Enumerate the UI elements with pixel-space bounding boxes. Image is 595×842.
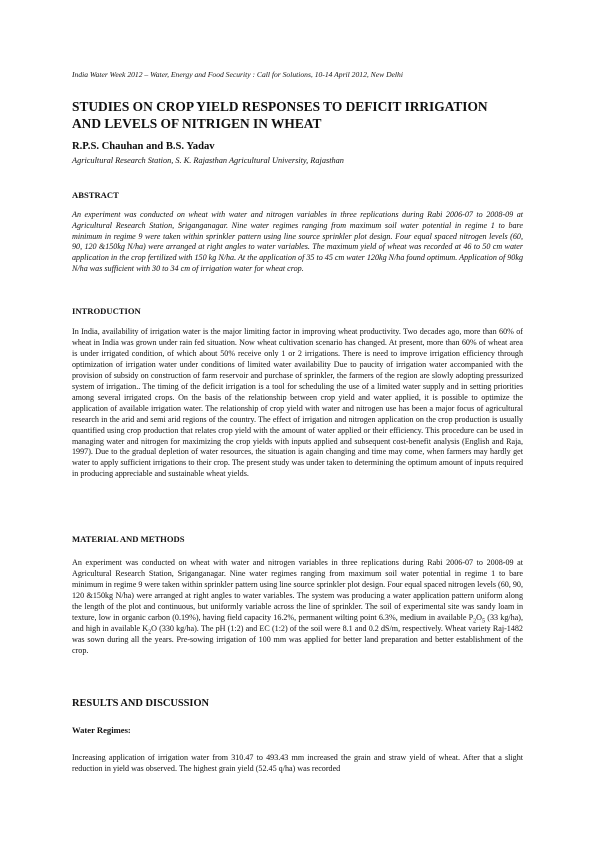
introduction-text: In India, availability of irrigation water is the major limiting factor in improving wheat productivity. Two decades ago, more than 60% of wheat in India was grown under rain fed situation. Now wheat cultivation scenario has changed. At present, more than 60% of wheat area is under irrigated condition, of which about 50% receive only 1 or 2 irrigations. There is need to improve irrigation efficiency through optimization of irrigation water under conditions of limited water availability Due to paucity of irrigation water accompanied with the provision of subsidy on construction of farm reservoir and purchase of sprinkler, the farmers of the region are slowly adopting pressurized system of irrigation.. The timing of the deficit irrigation is a tool for scheduling the use of a limited water supply and in setting priorities among several irrigated crops. On the basis of the relationship between crop yield and water applied, it is possible to optimize the application of available irrigation water. The relationship of crop yield with water and nitrogen use has been a major focus of agricultural research in the arid and semi arid regions of the country. The effect of irrigation and nitrogen application on the crop production is usually quantified using crop production that relates crop yield with the amount of water applied or their efficiency. This procedure can be used in managing water and nitrogen for maximizing the crop yields with inputs applied and subsequent cost-benefit analysis (English and Raja, 1997). Due to the gradual depletion of water resources, the situation is again changing and time may come, when farmers may hardly get water to apply sufficient irrigations to their crop. The present study was under taken to determining the optimum amount of inputs required in producing appreciable and sustainable wheat yields. [72, 327, 523, 479]
paper-affiliation: Agricultural Research Station, S. K. Rajasthan Agricultural University, Rajasthan [72, 156, 344, 165]
subscript-p5: 5 [482, 618, 486, 625]
paper-authors: R.P.S. Chauhan and B.S. Yadav [72, 141, 215, 152]
paper-title-line-1: STUDIES ON CROP YIELD RESPONSES TO DEFICIT IRRIGATION [72, 99, 488, 114]
results-heading: RESULTS AND DISCUSSION [72, 698, 210, 709]
results-text: Increasing application of irrigation water from 310.47 to 493.43 mm increased the grain and straw yield of wheat. After that a slight reduction in yield was observed. The highest grain yield (52.45 q/ha) was recorded [72, 753, 523, 773]
subscript-k2: 2 [148, 629, 152, 636]
methods-text-b: O [476, 612, 483, 622]
water-regimes-subheading: Water Regimes: [72, 725, 131, 735]
abstract-heading: ABSTRACT [72, 190, 119, 200]
running-head: India Water Week 2012 – Water, Energy and Food Security : Call for Solutions, 10-14 April 2012, New Delhi [72, 70, 403, 79]
paper-title [72, 98, 523, 132]
paper-title-line-2: AND LEVELS OF NITRIGEN IN WHEAT [72, 116, 322, 131]
introduction-heading: INTRODUCTION [72, 306, 141, 316]
methods-heading: MATERIAL AND METHODS [72, 534, 185, 544]
methods-text-d: O (330 kg/ha). The pH (1:2) and EC (1:2) of the soil were 8.1 and 0.2 dS/m, respectively. Wheat variety Raj-1482 was sown during all the years. Pre-sowing irrigation of 100 mm was applied for better land preparation and better establishment of the crop. [72, 623, 523, 655]
subscript-p2: 2 [473, 618, 477, 625]
methods-text-a: An experiment was conducted on wheat with water and nitrogen variables in three replications during Rabi 2006-07 to 2008-09 at Agricultural Research Station, Sriganganagar. Nine water regimes ranging from maximum soil water potential in regime 1 to bare minimum in regime 9 were taken within sprinkler pattern using line source sprinkler plot design. Four equal spaced nitrogen levels (60, 90, 120 &150kg N/ha) were arranged at right angles to water variables. The system was producing a water application pattern uniform along the length of the plot and continuous, but uniformly variable across the line of sprinkler. The soil of experimental site was sandy loam in texture, low in organic carbon (0.19%), having field capacity 16.2%, permanent wilting point 6.3%, medium in available P [72, 558, 523, 622]
methods-text [72, 558, 523, 657]
abstract-text: An experiment was conducted on wheat with water and nitrogen variables in three replications during Rabi 2006-07 to 2008-09 at Agricultural Research Station, Sriganganagar. Nine water regimes ranging from maximum soil water potential in regime 1 to bare minimum in regime 9 were taken within sprinkler pattern using line source sprinkler plot design. Four equal spaced nitrogen levels (60, 90, 120 &150kg N/ha) were arranged at right angles to water variables. The maximum yield of wheat was recorded at 46 to 50 cm water application in the crop fertilized with 150 kg N/ha. At the application of 35 to 45 cm water 120kg N/ha found optimum. Application of 90kg N/ha was sufficient with 30 to 34 cm of irrigation water for wheat crop. [72, 210, 523, 273]
methods-text-c: (33 kg/ha), and high in available K [72, 612, 523, 633]
